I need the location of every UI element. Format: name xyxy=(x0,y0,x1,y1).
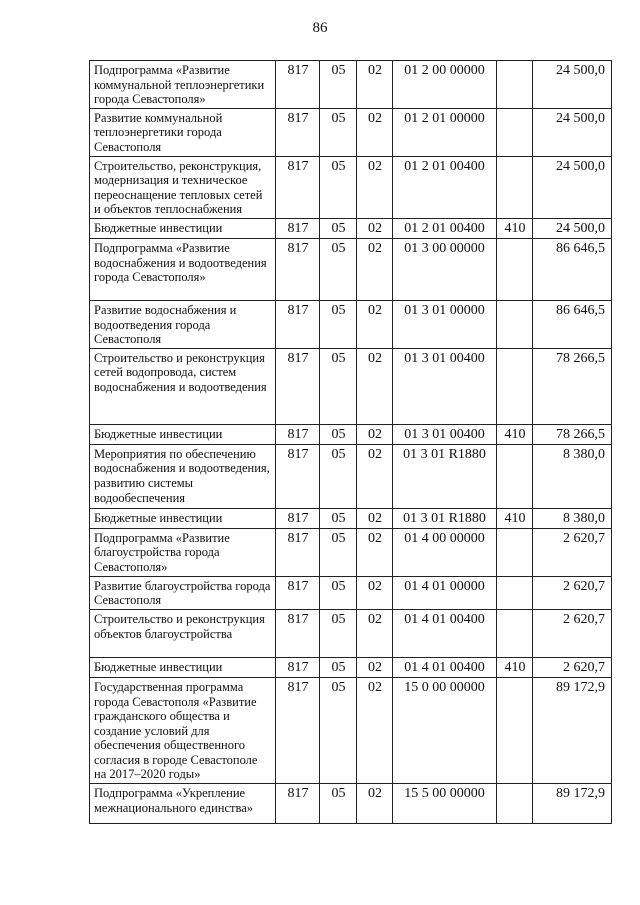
row-rz: 05 xyxy=(320,300,357,348)
row-name: Бюджетные инвестиции xyxy=(90,508,276,528)
row-vr xyxy=(497,156,533,218)
row-vr xyxy=(497,677,533,783)
row-sum: 2 620,7 xyxy=(533,576,612,609)
row-vr xyxy=(497,784,533,824)
row-sum: 86 646,5 xyxy=(533,238,612,300)
row-csr: 01 2 01 00400 xyxy=(393,218,497,238)
row-rz: 05 xyxy=(320,61,357,109)
row-pr: 02 xyxy=(357,61,393,109)
row-name: Строительство и реконструкция объектов благоустройства xyxy=(90,609,276,657)
row-csr: 01 3 01 R1880 xyxy=(393,508,497,528)
row-ved: 817 xyxy=(276,61,320,109)
table-row xyxy=(90,156,612,218)
row-csr: 01 4 01 00400 xyxy=(393,609,497,657)
row-csr: 01 3 01 00400 xyxy=(393,348,497,424)
row-ved: 817 xyxy=(276,528,320,576)
row-ved: 817 xyxy=(276,424,320,444)
table-row xyxy=(90,677,612,783)
row-sum: 2 620,7 xyxy=(533,657,612,677)
table-row xyxy=(90,528,612,576)
row-vr: 410 xyxy=(497,657,533,677)
table-row xyxy=(90,576,612,609)
row-rz: 05 xyxy=(320,784,357,824)
row-sum: 78 266,5 xyxy=(533,424,612,444)
row-name: Подпрограмма «Развитие водоснабжения и водоотведения города Севастополя» xyxy=(90,238,276,300)
row-name: Бюджетные инвестиции xyxy=(90,424,276,444)
row-rz: 05 xyxy=(320,108,357,156)
row-sum: 86 646,5 xyxy=(533,300,612,348)
row-pr: 02 xyxy=(357,528,393,576)
row-vr: 410 xyxy=(497,508,533,528)
row-ved: 817 xyxy=(276,218,320,238)
row-vr xyxy=(497,61,533,109)
row-ved: 817 xyxy=(276,784,320,824)
row-rz: 05 xyxy=(320,508,357,528)
row-pr: 02 xyxy=(357,609,393,657)
row-name: Строительство и реконструкция сетей водопровода, систем водоснабжения и водоотведения xyxy=(90,348,276,424)
row-name: Развитие благоустройства города Севастополя xyxy=(90,576,276,609)
row-rz: 05 xyxy=(320,444,357,508)
row-rz: 05 xyxy=(320,576,357,609)
row-ved: 817 xyxy=(276,238,320,300)
row-rz: 05 xyxy=(320,657,357,677)
table-row xyxy=(90,348,612,424)
row-ved: 817 xyxy=(276,156,320,218)
table-row xyxy=(90,218,612,238)
row-ved: 817 xyxy=(276,677,320,783)
row-rz: 05 xyxy=(320,156,357,218)
row-vr xyxy=(497,238,533,300)
row-vr xyxy=(497,300,533,348)
row-name: Подпрограмма «Укрепление межнационального единства» xyxy=(90,784,276,824)
row-name: Мероприятия по обеспечению водоснабжения и водоотведения, развитию системы водообеспечения xyxy=(90,444,276,508)
row-sum: 8 380,0 xyxy=(533,508,612,528)
row-pr: 02 xyxy=(357,108,393,156)
row-ved: 817 xyxy=(276,576,320,609)
row-vr xyxy=(497,348,533,424)
row-csr: 01 3 00 00000 xyxy=(393,238,497,300)
row-rz: 05 xyxy=(320,528,357,576)
row-vr: 410 xyxy=(497,218,533,238)
row-pr: 02 xyxy=(357,677,393,783)
row-ved: 817 xyxy=(276,444,320,508)
table-row xyxy=(90,238,612,300)
page-number: 86 xyxy=(312,20,328,36)
row-csr: 01 3 01 R1880 xyxy=(393,444,497,508)
row-ved: 817 xyxy=(276,657,320,677)
row-csr: 01 4 01 00400 xyxy=(393,657,497,677)
row-pr: 02 xyxy=(357,348,393,424)
row-csr: 15 0 00 00000 xyxy=(393,677,497,783)
table-row xyxy=(90,508,612,528)
row-name: Бюджетные инвестиции xyxy=(90,218,276,238)
row-rz: 05 xyxy=(320,238,357,300)
row-ved: 817 xyxy=(276,508,320,528)
row-name: Развитие водоснабжения и водоотведения города Севастополя xyxy=(90,300,276,348)
table-row xyxy=(90,300,612,348)
row-sum: 24 500,0 xyxy=(533,218,612,238)
row-rz: 05 xyxy=(320,218,357,238)
row-ved: 817 xyxy=(276,108,320,156)
row-pr: 02 xyxy=(357,784,393,824)
row-csr: 01 2 01 00400 xyxy=(393,156,497,218)
row-pr: 02 xyxy=(357,508,393,528)
row-vr xyxy=(497,108,533,156)
table-row xyxy=(90,657,612,677)
row-sum: 89 172,9 xyxy=(533,677,612,783)
row-pr: 02 xyxy=(357,300,393,348)
row-name: Подпрограмма «Развитие коммунальной теплоэнергетики города Севастополя» xyxy=(90,61,276,109)
table-row xyxy=(90,609,612,657)
row-rz: 05 xyxy=(320,677,357,783)
row-sum: 24 500,0 xyxy=(533,61,612,109)
row-vr xyxy=(497,444,533,508)
row-vr: 410 xyxy=(497,424,533,444)
row-pr: 02 xyxy=(357,657,393,677)
table-row xyxy=(90,784,612,824)
row-vr xyxy=(497,576,533,609)
row-pr: 02 xyxy=(357,156,393,218)
row-name: Государственная программа города Севастополя «Развитие гражданского общества и создание условий для обеспечения общественного согласия в городе Севастополе на 2017–2020 годы» xyxy=(90,677,276,783)
table-row xyxy=(90,108,612,156)
row-name: Подпрограмма «Развитие благоустройства города Севастополя» xyxy=(90,528,276,576)
row-csr: 01 4 01 00000 xyxy=(393,576,497,609)
row-pr: 02 xyxy=(357,444,393,508)
row-csr: 15 5 00 00000 xyxy=(393,784,497,824)
row-ved: 817 xyxy=(276,348,320,424)
row-csr: 01 3 01 00000 xyxy=(393,300,497,348)
row-pr: 02 xyxy=(357,218,393,238)
budget-table xyxy=(89,60,612,824)
table-row xyxy=(90,444,612,508)
row-csr: 01 4 00 00000 xyxy=(393,528,497,576)
table-row xyxy=(90,61,612,109)
row-csr: 01 2 00 00000 xyxy=(393,61,497,109)
row-pr: 02 xyxy=(357,424,393,444)
row-ved: 817 xyxy=(276,609,320,657)
row-pr: 02 xyxy=(357,576,393,609)
row-rz: 05 xyxy=(320,609,357,657)
row-vr xyxy=(497,609,533,657)
row-pr: 02 xyxy=(357,238,393,300)
row-sum: 24 500,0 xyxy=(533,156,612,218)
row-csr: 01 2 01 00000 xyxy=(393,108,497,156)
table-row xyxy=(90,424,612,444)
row-vr xyxy=(497,528,533,576)
row-sum: 24 500,0 xyxy=(533,108,612,156)
row-name: Развитие коммунальной теплоэнергетики города Севастополя xyxy=(90,108,276,156)
row-sum: 2 620,7 xyxy=(533,528,612,576)
row-name: Строительство, реконструкция, модернизация и техническое переоснащение тепловых сетей и объектов теплоснабжения xyxy=(90,156,276,218)
row-sum: 2 620,7 xyxy=(533,609,612,657)
row-rz: 05 xyxy=(320,424,357,444)
row-sum: 8 380,0 xyxy=(533,444,612,508)
row-sum: 78 266,5 xyxy=(533,348,612,424)
row-ved: 817 xyxy=(276,300,320,348)
row-rz: 05 xyxy=(320,348,357,424)
row-name: Бюджетные инвестиции xyxy=(90,657,276,677)
row-sum: 89 172,9 xyxy=(533,784,612,824)
row-csr: 01 3 01 00400 xyxy=(393,424,497,444)
